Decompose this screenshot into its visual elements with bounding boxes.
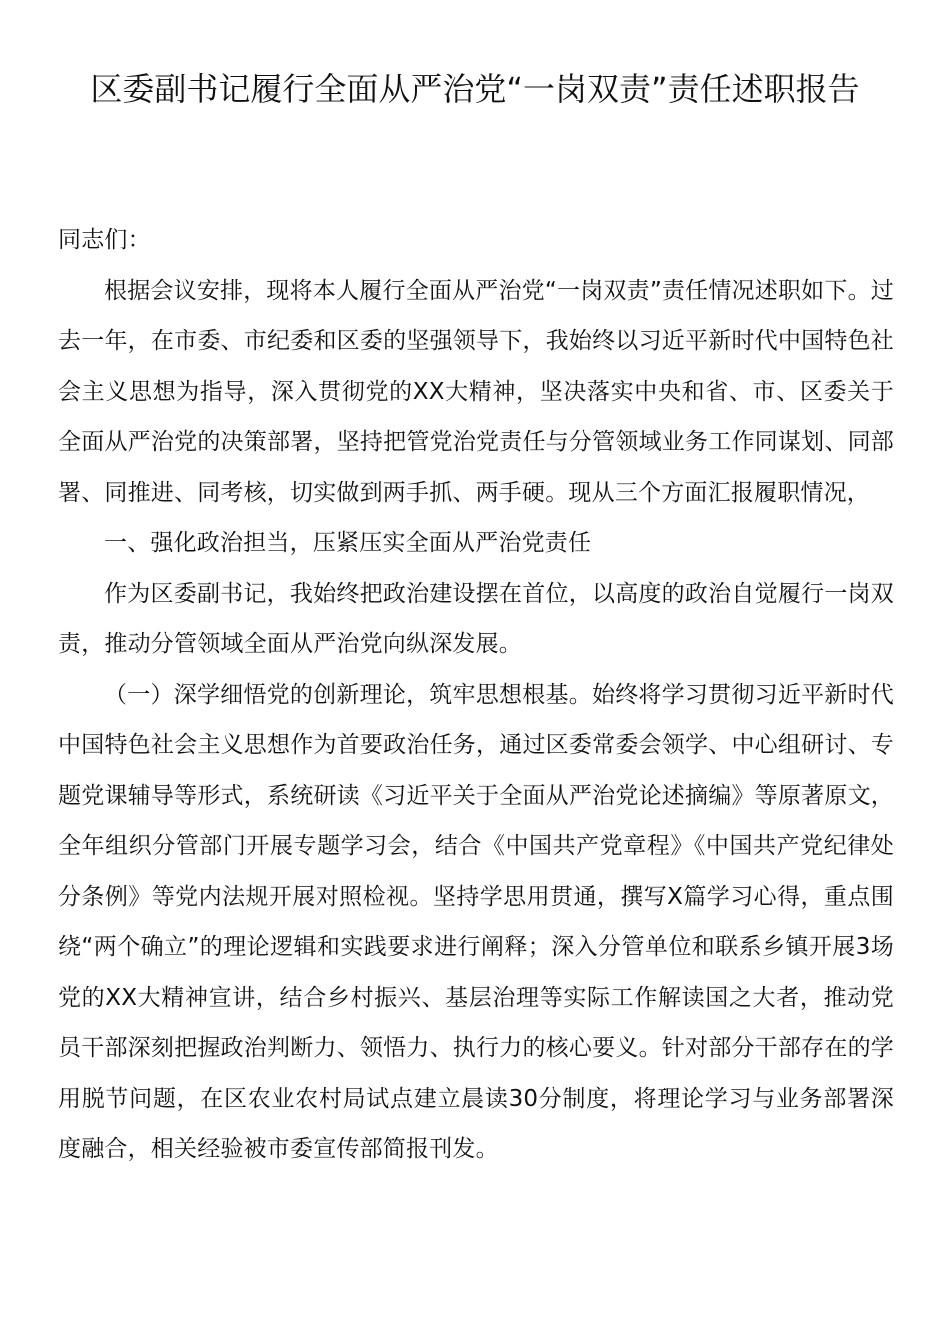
paragraph-intro: 根据会议安排，现将本人履行全面从严治党“一岗双责”责任情况述职如下。过去一年，在市委、市纪委和区委的坚强领导下，我始终以习近平新时代中国特色社会主义思想为指导，深入贯彻党的XX大精神，坚决落实中央和省、市、区委关于全面从严治党的决策部署，坚持把管党治党责任与分管领域业务工作同谋划、同部署、同推进、同考核，切实做到两手抓、两手硬。现从三个方面汇报履职情况， bbox=[58, 277, 894, 506]
paragraph-section-1-intro: 作为区委副书记，我始终把政治建设摆在首位，以高度的政治自觉履行一岗双责，推动分管领域全面从严治党向纵深发展。 bbox=[58, 580, 894, 657]
section-heading-1: 一、强化政治担当，压紧压实全面从严治党责任 bbox=[104, 530, 592, 556]
paragraph-subsection-1: （一）深学细悟党的创新理论，筑牢思想根基。始终将学习贯彻习近平新时代中国特色社会主义思想作为首要政治任务，通过区委常委会领学、中心组研讨、专题党课辅导等形式，系统研读《习近平关于全面从严治党论述摘编》等原著原文，全年组织分管部门开展专题学习会，结合《中国共产党章程》《中国共产党纪律处分条例》等党内法规开展对照检视。坚持学思用贯通，撰写X篇学习心得，重点围绕“两个确立”的理论逻辑和实践要求进行阐释；深入分管单位和联系乡镇开展3场党的XX大精神宣讲，结合乡村振兴、基层治理等实际工作解读国之大者，推动党员干部深刻把握政治判断力、领悟力、执行力的核心要义。针对部分干部存在的学用脱节问题，在区农业农村局试点建立晨读30分制度，将理论学习与业务部署深度融合，相关经验被市委宣传部简报刊发。 bbox=[58, 681, 894, 1162]
document-body bbox=[58, 215, 894, 1175]
salutation: 同志们： bbox=[58, 227, 151, 253]
document-title: 区委副书记履行全面从严治党“一岗双责”责任述职报告 bbox=[90, 70, 860, 108]
